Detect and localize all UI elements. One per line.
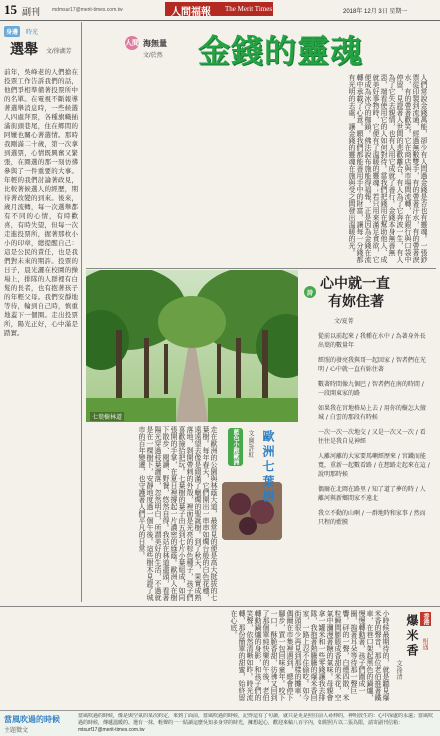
travel-tag: 藍色小跑歐洲 xyxy=(228,428,243,466)
bottom-divider xyxy=(0,606,440,607)
bottom-article-series: 相遇 xyxy=(421,638,427,650)
footer-contest-label: 當風吹過的時候 xyxy=(4,715,60,724)
brand-en: The Merit Times xyxy=(225,5,273,13)
poem-stanza: 數著時間像九個巴 / 智者們在南的時間 / 一段開東家的路 xyxy=(318,381,424,397)
section-email: mdmsur17@merit-times.com.tw xyxy=(52,7,123,13)
feature-body: 人們常說金錢萬能，卻少有人問過金錢是否也有靈魂。一張鈔票從印製到流通，經過無數雙手，有的帶著汗水，有的帶著淚水，有的帶著歡笑。它在商店與市場間流轉，在銀行與口袋中停留，見證著人世間的悲歡離合。有人為了它奔波一生，有人為了它失去親情，也有人用它成就了善行。金錢本身無善無惡，端看使用它的人如何對待。當我們把錢用在幫助他人、成就美好事物時，它便有了溫暖的靈魂；若只用來滿足貪欲，它便成為冰冷的枷鎖。佛法說布施能得福報，正是因為金錢在流轉中承載了心意。願我們都能善用手中的財富，讓每一分錢都有光明的去處，讓金錢的靈魂在施與受之間發出溫暖的光。 xyxy=(348,74,428,263)
photo-caption: 七葉樹林道 xyxy=(90,412,124,421)
left-article-body: 前年，吳峰老的人們搶在投票工作告訴我們的話，他們爭相準備著投票所中的名單。在電視不斷報導著選舉消息時，一些候選人四處拜票，各種旗幟插滿街頭巷尾，住在鄉間的阿嬤也關心著選情。那時我剛滿二十歲，第一次拿到選票，心情既興奮又緊張，在圈選的那一刻彷彿參與了一件重要的大事。年輕的我們討論著政見，比較著候選人的經歷，期待著改變的到來。後來，歲月流轉，每一次選舉都有不同的心情，有時歡喜，有時失望，但每一次走進投票所，握著那枚小小的印章，總提醒自己：這是公民的責任，也是我們對未來的期許。投票的日子，晨光灑在校園的操場上，排隊的人群裡有白髮的長者，也有抱著孩子的年輕父母。我們安靜地等待，輪到自己時，慎重地蓋下一個圈。走出投票所，陽光正好，心中滿是踏實。 xyxy=(4,68,78,337)
poem-tag: 詩 xyxy=(304,286,316,298)
poem-stanza: 我立不動的山啊 / 一群地時和家事 / 然而只程的藍膜 xyxy=(318,510,426,526)
left-article-series: 時光 xyxy=(26,30,39,36)
page-number: 15 xyxy=(4,2,17,17)
feature-series: 海無量 xyxy=(143,39,167,48)
footer-banner xyxy=(0,710,440,736)
poem-title-line2: 有妳住著 xyxy=(328,294,384,310)
bottom-article-body: 小時候最期待的，就是聽見爆米香的聲音。那位老伯推著鐵車，在巷口架起黑色的鍋爐，慢慢轉動著，孩子們圍成一圈，摀著耳朵等待那一聲巨響。砰的一聲，白煙四散，米粒瞬間膨脹成香甜的米花，空氣中瀰漫著糖的氣味。母親會拿一罐米和一些零錢讓我去排隊，我抱著熱騰騰的爆米香回家，一路上忍不住偷吃。如今街頭很少再見到那樣的攤車，偶爾在市集裡遇到，總會停下腳步，買一包回味童年。咬下一口，酥脆香甜，彷彿又回到了那個單純快樂的午後，老伯轉動鍋爐的身影，和孩子們的笑聲，依然清晰如昨。時光流轉，那份簡單的甜蜜，始終留在心底。 xyxy=(230,610,390,701)
bottom-article-tag: 香港 xyxy=(420,612,431,626)
left-article-title: 選舉 xyxy=(10,42,38,58)
left-article-tag: 身邊 xyxy=(4,26,20,37)
poem-stanza: 一次一次一次地交 / 又是一次又一次 / 看往往是我自見神經 xyxy=(318,429,426,445)
feature-title: 金錢的靈魂 xyxy=(198,32,364,70)
feature-byline: 文/於然 xyxy=(143,53,163,59)
left-article-header xyxy=(4,24,80,66)
poem-stanza: 經照的發亮我與哥一起回家 / 智者們在光明 / 心中就一直有妳住著 xyxy=(318,357,426,373)
section-divider xyxy=(86,268,436,269)
travel-header xyxy=(220,426,294,604)
footer-contest-text: 當風吹過的時候，像是與空氣的某次約定，來到了面前，當風吹過的時候，記得這有了句讀，就只是更是照往前人尋伸的，神明放生的：心中深處的永遠；當風吹過的時候，傳遞溫暖的。選有一抹，輕聲的一一貼讀這麼吳知多身穿的時光，擁想起心，歡迎來稿八百字內，如附照片以二張為限，請寄副刊信箱：mtsurf17@merit-times.com.tw xyxy=(78,713,434,733)
bottom-article-header xyxy=(394,610,438,706)
issue-date: 2018年 12月 3日 星期一 xyxy=(343,9,408,15)
poem-stanzas xyxy=(318,332,430,533)
travel-body-left: 走在歐洲的公園與林蔭大道，最常見的便是高大挺拔的七葉樹。每年春天，它們開出一串串如燭台般的白色花穗，遠遠望去像是綴滿了蠟燭的聖誕樹。到了秋天，果實成熟落地，剝開帶刺的外殼，裡面是光亮的棕色種子，孩子們喜歡撿拾把玩。七葉樹的葉子由五到七片小葉組成，如同張開的手掌，在夏日裡撐起一片濃密的綠蔭。歐洲人在樹下散步、閱讀、野餐，悠然自得。我站在林道盡頭，看著陽光穿過枝葉灑落，忽然明白，所謂美好的生活，不過就是在一棵樹下，安靜地度過一個午後。這些樹木見證了城市的百年變遷，也守護著人們平凡的日常。 xyxy=(138,426,218,601)
column-divider xyxy=(81,22,82,602)
poem-stanza: 從前以前起來 / 我種在水中 / 為著身外長出葉的數量年 xyxy=(318,333,426,349)
tree-avenue-illustration xyxy=(86,270,298,422)
feature-tag-badge: 人間 xyxy=(125,36,139,50)
brand-cn: 人間福報 xyxy=(171,7,211,18)
poem-block xyxy=(300,272,436,610)
left-article-byline: 文/徐湖芳 xyxy=(46,49,72,55)
poem-stanza: 人離河離的大家要馬喇經歷來 / 宮鐵而能寬，重新一起數看路 / 在想路走起來在這 / 說明那時候 xyxy=(318,453,430,478)
masthead xyxy=(0,0,440,21)
footer-contest-brand: 主題徵文 xyxy=(4,728,29,734)
poem-byline: 文/夏菁 xyxy=(334,319,354,325)
travel-title: 歐洲七葉樹 xyxy=(261,430,275,505)
poem-stanza: 偶爾在北岡在路里 / 知了道了夢的時 / 人離河與新鄉間家不遠北 xyxy=(318,486,426,502)
tree-avenue-photo xyxy=(86,270,298,422)
bottom-article-byline: 文/徐清 xyxy=(395,660,401,680)
bottom-article-title: 爆米香 xyxy=(405,614,419,659)
section-name: 副刊 xyxy=(22,7,41,17)
poem-title-line1: 心中就一直 xyxy=(320,276,390,292)
poem-stanza: 如果我在宮地格局上去 / 用你的樹怎大擅城 / 白雲的那段有時候 xyxy=(318,405,426,421)
travel-byline: 文‧圖/許虹 xyxy=(247,430,253,458)
newspaper-logo xyxy=(165,2,273,16)
